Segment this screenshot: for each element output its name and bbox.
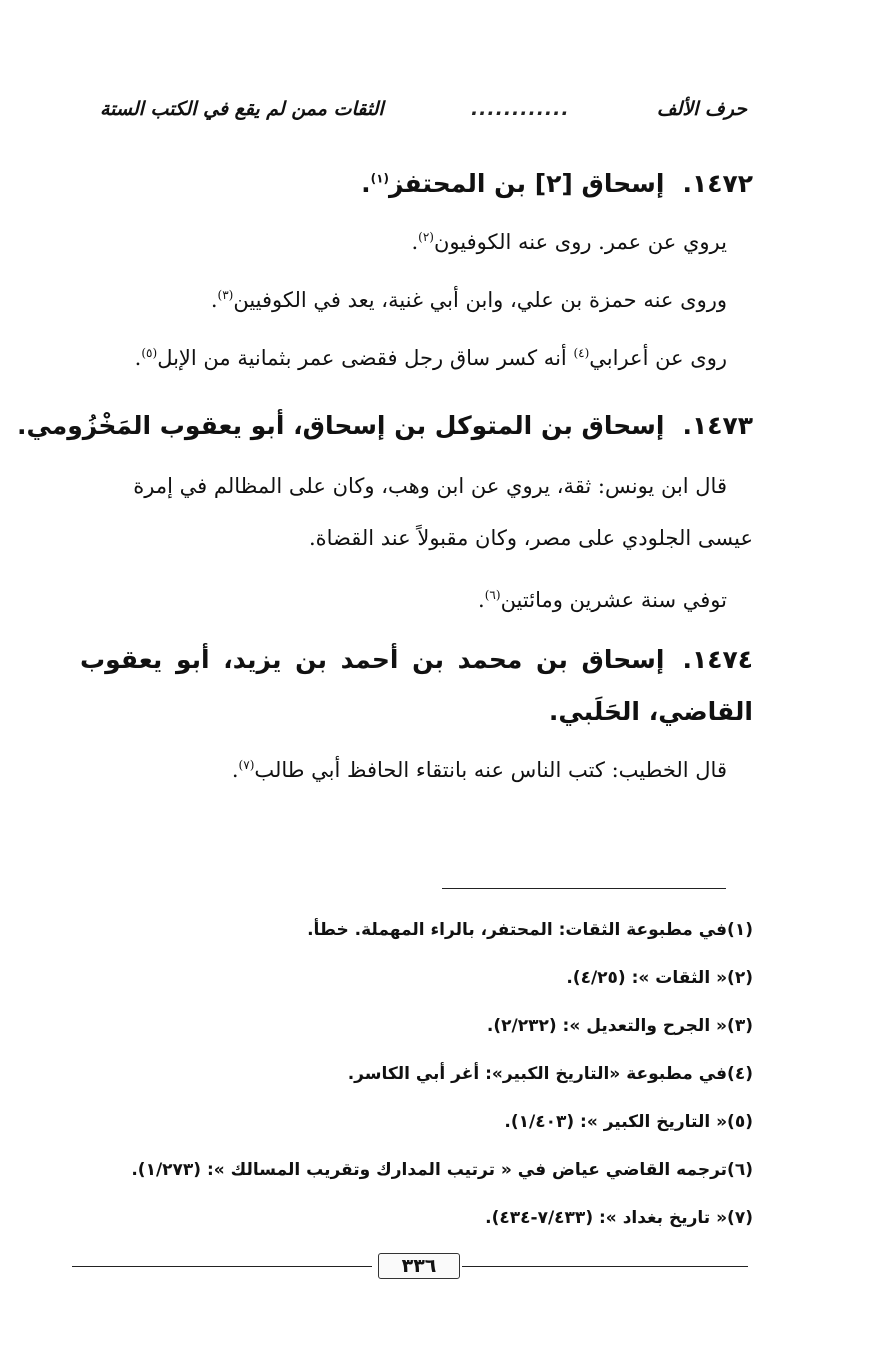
footnote-ref: (٧) [238,758,255,772]
footnote-7: (٧)« تاريخ بغداد »: (٧/٤٣٣-٤٣٤). [485,1208,753,1228]
entry-1473-para-1: قال ابن يونس: ثقة، يروي عن ابن وهب، وكان على المظالم في إمرة عيسى الجلودي على مصر، وكان مقبولاً عند القضاة. [133,474,753,550]
para-end: . [411,230,419,254]
para-end: . [134,346,142,370]
footnote-ref: (٢) [418,230,434,244]
footnote-ref: (٣) [217,288,234,302]
footnote-6: (٦)ترجمه القاضي عياض في « ترتيب المدارك وتقريب المسالك »: (١/٢٧٣). [131,1160,753,1180]
entry-name: إسحاق بن المتوكل بن إسحاق، أبو يعقوب المَخْزُومي. [16,411,665,440]
footer-rule-left [72,1266,372,1267]
entry-1473-title [17,400,753,452]
footnote-4: (٤)في مطبوعة «التاريخ الكبير»: أغر أبي الكاسر. [347,1064,753,1084]
footnote-5: (٥)« التاريخ الكبير »: (١/٤٠٣). [504,1112,753,1132]
entry-1472-para-3 [80,332,727,384]
para-text: يروي عن عمر. روى عنه الكوفيون [433,230,727,254]
footnote-ref: (٦) [484,588,501,602]
entry-1472-para-2 [80,274,727,326]
footnote-2: (٢)« الثقات »: (٤/٢٥). [566,968,753,988]
entry-name: إسحاق [٢] بن المحتفز [388,169,665,198]
entry-1474-para-1 [80,744,727,796]
header-book-title: الثقات ممن لم يقع في الكتب الستة [100,98,384,120]
para-text: أنه كسر ساق رجل فقضى عمر بثمانية من الإبل [157,346,574,370]
entry-number: ١٤٧٤. [682,645,753,674]
entry-1473-para-2 [80,574,727,626]
para-end: . [231,758,239,782]
page-number: ٣٣٦ [378,1253,460,1279]
para-text: وروى عنه حمزة بن علي، وابن أبي غنية، يعد في الكوفيين [233,288,727,312]
para-text: توفي سنة عشرين ومائتين [500,588,727,612]
footnote-1: (١)في مطبوعة الثقات: المحتفر، بالراء المهملة. خطأ. [307,920,753,940]
footnote-ref: (٥) [141,346,158,360]
footnotes [100,906,753,1242]
footnote-separator [442,888,726,889]
footer-rule-right [462,1266,748,1267]
para-end: . [478,588,485,612]
entry-name-end: . [361,169,371,198]
para-text: قال الخطيب: كتب الناس عنه بانتقاء الحافظ أبي طالب [254,758,727,782]
running-header [100,98,747,132]
header-dots: ............ [470,98,570,120]
entry-name: إسحاق بن محمد بن أحمد بن يزيد، أبو يعقوب القاضي، الحَلَبي. [80,645,753,726]
para-text: روى عن أعرابي [589,346,727,370]
footnote-ref: (١) [370,171,389,186]
entry-1472-title [361,158,753,210]
footnote-3: (٣)« الجرح والتعديل »: (٢/٢٣٢). [486,1016,753,1036]
para-end: . [210,288,218,312]
header-chapter: حرف الألف [656,98,747,120]
footnote-ref: (٤) [573,346,590,360]
entry-1474-title [80,634,753,738]
entry-number: ١٤٧٢. [682,169,753,198]
entry-number: ١٤٧٣. [682,411,753,440]
entry-1472-para-1 [80,216,727,268]
